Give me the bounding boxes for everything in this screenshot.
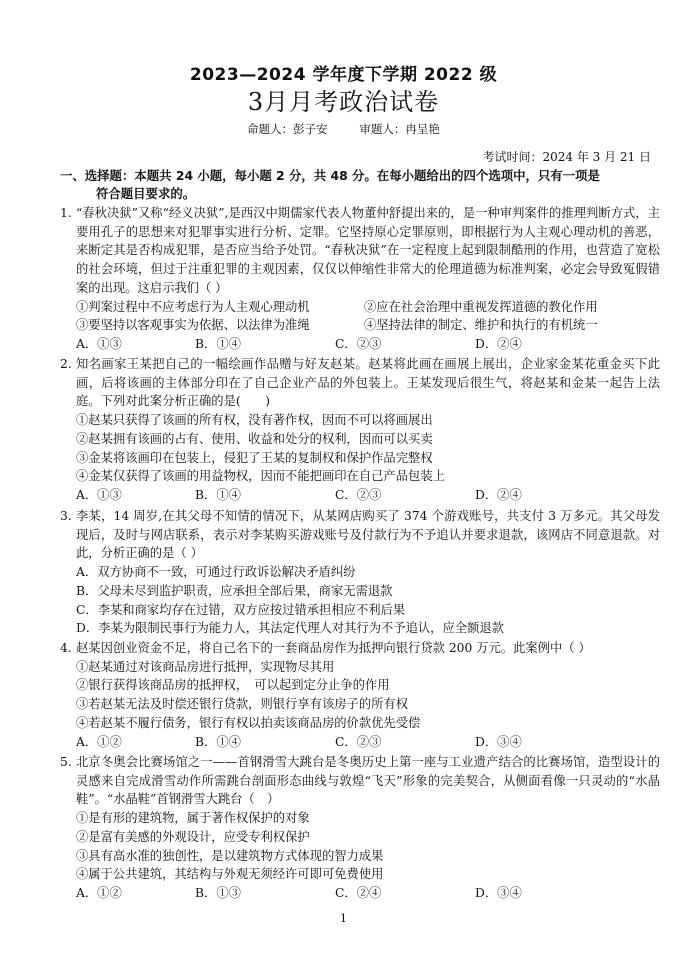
statement: ③若赵某无法及时偿还银行贷款，则银行享有该房子的所有权 [76,697,409,712]
authors-line [0,121,687,137]
section-heading-text: 一、选择题：本题共 24 小题，每小题 2 分，共 48 分。在每小题给出的四个选项中，只有一项是 [60,168,600,183]
question-stem: 知名画家王某把自己的一幅绘画作品赠与好友赵某。赵某将此画在画展上展出，企业家金某花重金买下此画，后将该画的主体部分印在了自己企业产品的外包装上。王某发现后很生气，将赵某和金某一起告上法庭。下列对此案分析正确的是( ) [76,357,660,409]
option-c[interactable]: C．李某和商家均存在过错，双方应按过错承担相应不利后果 [76,602,406,617]
statement: ④坚持法律的制定、维护和执行的有机统一 [364,318,598,333]
option-a[interactable]: A．双方协商不一致，可通过行政诉讼解决矛盾纠纷 [76,565,356,580]
option-c[interactable]: C．②③ [335,734,382,749]
question-stem: “春秋决狱”又称“经义决狱”,是西汉中期儒家代表人物董仲舒提出来的，是一种审判案件的推理判断方式，主要用孔子的思想来对犯罪事实进行分析、定罪。它坚持原心定罪原则，即根据行为人主观心理动机的善恶，来断定其是否构成犯罪，是否应当给予处罚。“春秋决狱”在一定程度上起到限制酷刑的作用，也营造了宽松的社会环境，但过于注重犯罪的主观因素，仅仅以伸缩性非常大的伦理道德为标准判案，必定会导致冤假错案的出现。这启示我们（ ） [76,206,660,295]
option-c[interactable]: C．②③ [335,336,382,351]
statement: ④金某仅获得了该画的用益物权，因而不能把画印在自己产品包装上 [76,469,445,484]
option-a[interactable]: A．①② [76,734,122,749]
option-b[interactable]: B．①③ [195,885,241,900]
answer-options [60,486,660,505]
option-d[interactable]: D．③④ [475,885,522,900]
section-heading-cont: 符合题目要求的。 [96,186,196,201]
author: 命题人：彭子安 [247,122,328,136]
statement: ②是富有美感的外观设计，应受专利权保护 [76,829,310,844]
page-number: 1 [340,912,347,925]
answer-options [60,884,660,903]
statement: ①判案过程中不应考虑行为人主观心理动机 [76,299,310,314]
exam-title: 3月月考政治试卷 [247,88,440,116]
question-number: 4. [60,641,72,655]
option-b[interactable]: B．①④ [195,734,241,749]
statement: ②银行获得该商品房的抵押权， 可以起到定分止争的作用 [76,678,390,693]
statement: ②应在社会治理中重视发挥道德的教化作用 [364,299,598,314]
statement: ①赵某只获得了该画的所有权，没有著作权，因而不可以将画展出 [76,413,433,428]
option-c[interactable]: C．②③ [335,487,382,502]
statement: ①赵某通过对该商品房进行抵押，实现物尽其用 [76,659,335,674]
option-a[interactable]: A．①③ [76,487,122,502]
question-2 [60,355,660,505]
question-number: 5. [60,755,72,769]
question-number: 2. [60,357,72,371]
answer-options [60,335,660,354]
statement: ②赵某拥有该画的占有、使用、收益和处分的权利，因而可以买卖 [76,431,433,446]
answer-options [60,733,660,752]
option-b[interactable]: B．①④ [195,336,241,351]
question-number: 1. [60,206,72,220]
statement: ③要坚持以客观事实为依据、以法律为准绳 [76,318,310,333]
exam-time: 考试时间：2024 年 3 月 21 日 [482,150,651,164]
option-b[interactable]: B．父母未尽到监护职责，应承担全部后果，商家无需退款 [76,583,393,598]
question-stem: 北京冬奥会比赛场馆之一——首钢滑雪大跳台是冬奥历史上第一座与工业遗产结合的比赛场馆，造型设计的灵感来自完成滑雪动作所需跳台剖面形态曲线与敦煌“飞天”形象的完美契合，从侧面看像一只灵动的“水晶鞋”。“水晶鞋”首钢滑雪大跳台（ ） [76,755,660,807]
option-c[interactable]: C．②④ [335,885,382,900]
question-4 [60,639,660,751]
option-a[interactable]: A．①③ [76,336,122,351]
statement-row [60,316,660,335]
option-d[interactable]: D．②④ [475,336,522,351]
section-heading [60,167,660,203]
exam-title-term: 2023—2024 学年度下学期 2022 级 [189,65,498,85]
statement: ①是有形的建筑物，属于著作权保护的对象 [76,811,310,826]
question-5 [60,753,660,903]
option-b[interactable]: B．①④ [195,487,241,502]
option-d[interactable]: D．李某为限制民事行为能力人，其法定代理人对其行为不予追认，应全额退款 [76,621,504,636]
statement: ③金某将该画印在包装上，侵犯了王某的复制权和保护作品完整权 [76,450,433,465]
question-1 [60,204,660,354]
option-d[interactable]: D．③④ [475,734,522,749]
option-a[interactable]: A．①② [76,885,122,900]
statement-row [60,298,660,317]
reviewer: 审题人：冉呈艳 [359,122,440,136]
statement: ④属于公共建筑，其结构与外观无须经许可即可免费使用 [76,867,384,882]
statement: ④若赵某不履行债务，银行有权以拍卖该商品房的价款优先受偿 [76,715,421,730]
question-stem: 李某，14 周岁,在其父母不知情的情况下，从某网店购买了 374 个游戏账号，共支付 3 万多元。其父母发现后，及时与网店联系，表示对李某购买游戏账号及付款行为不予追认并要求退款，该网店不同意退款。对此，分析正确的是（ ） [76,509,660,561]
question-3 [60,507,660,638]
question-stem: 赵某因创业资金不足，将自己名下的一套商品房作为抵押向银行贷款 200 万元。此案例中（ ） [76,641,591,655]
option-d[interactable]: D．②④ [475,487,522,502]
question-number: 3. [60,509,72,523]
statement: ③具有高水准的独创性，是以建筑物方式体现的智力成果 [76,848,384,863]
